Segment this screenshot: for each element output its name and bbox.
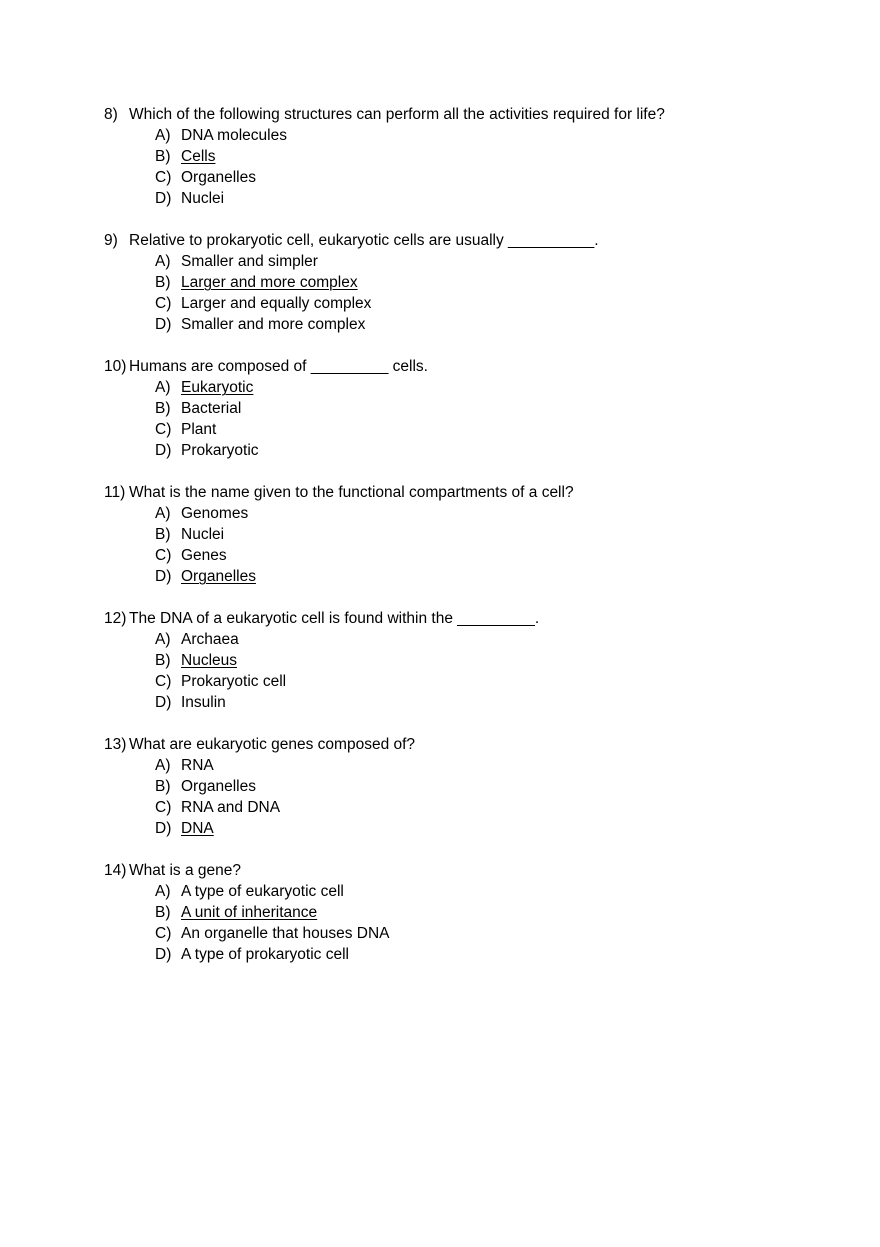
answer-option [155,272,804,293]
option-text: DNA molecules [181,127,287,144]
answer-option [155,188,804,209]
option-letter: C) [155,421,172,438]
option-letter: B) [155,400,171,417]
question-14 [104,860,804,965]
correct-option-text: A unit of inheritance [181,904,318,921]
correct-option-text: Larger and more complex [181,274,358,291]
option-letter: A) [155,253,171,270]
answer-option [155,671,804,692]
correct-option-text: Nucleus [181,652,237,669]
option-text: Prokaryotic [181,442,259,459]
question-13 [104,734,804,839]
option-text: Larger and equally complex [181,295,372,312]
correct-option-text: DNA [181,820,214,837]
question-number: 13) [104,736,127,753]
answer-option [155,797,804,818]
question-stem [104,608,804,629]
question-text: What is the name given to the functional compartments of a cell? [129,484,574,501]
question-text: What are eukaryotic genes composed of? [129,736,416,753]
answer-option [155,251,804,272]
question-number: 11) [104,484,126,501]
option-letter: A) [155,505,171,522]
answer-options [104,755,804,839]
option-text: Archaea [181,631,239,648]
answer-option [155,818,804,839]
question-text: What is a gene? [129,862,242,879]
question-stem [104,104,804,125]
option-letter: B) [155,274,171,291]
option-text: Smaller and more complex [181,316,366,333]
answer-option [155,503,804,524]
option-letter: C) [155,295,172,312]
answer-options [104,629,804,713]
answer-option [155,524,804,545]
option-text: RNA and DNA [181,799,281,816]
option-text: Bacterial [181,400,242,417]
answer-option [155,146,804,167]
option-text: Organelles [181,169,256,186]
option-text: Smaller and simpler [181,253,318,270]
option-letter: D) [155,820,172,837]
option-text: Genes [181,547,227,564]
answer-options [104,125,804,209]
answer-option [155,419,804,440]
option-letter: A) [155,757,171,774]
answer-option [155,440,804,461]
option-letter: B) [155,526,171,543]
question-number: 14) [104,862,127,879]
question-number: 10) [104,358,127,375]
answer-options [104,377,804,461]
question-text: Which of the following structures can perform all the activities required for life? [129,106,665,123]
question-stem [104,734,804,755]
option-text: A type of prokaryotic cell [181,946,349,963]
option-letter: C) [155,925,172,942]
correct-option-text: Cells [181,148,216,165]
option-letter: C) [155,547,172,564]
answer-option [155,881,804,902]
option-text: Nuclei [181,190,225,207]
option-text: An organelle that houses DNA [181,925,390,942]
correct-option-text: Organelles [181,568,256,585]
option-text: RNA [181,757,214,774]
option-text: Prokaryotic cell [181,673,287,690]
answer-option [155,398,804,419]
question-text: Relative to prokaryotic cell, eukaryotic cells are usually __________. [129,232,599,249]
option-text: Nuclei [181,526,225,543]
answer-option [155,566,804,587]
option-letter: C) [155,169,172,186]
answer-option [155,923,804,944]
option-letter: D) [155,946,172,963]
answer-option [155,125,804,146]
option-letter: B) [155,904,171,921]
option-text: Plant [181,421,217,438]
option-letter: C) [155,673,172,690]
option-letter: D) [155,316,172,333]
answer-option [155,776,804,797]
question-10 [104,356,804,461]
question-text: The DNA of a eukaryotic cell is found within the _________. [129,610,540,627]
correct-option-text: Eukaryotic [181,379,254,396]
answer-option [155,377,804,398]
option-letter: B) [155,652,171,669]
answer-option [155,902,804,923]
answer-option [155,944,804,965]
option-letter: A) [155,127,171,144]
question-list [104,104,804,986]
option-letter: D) [155,442,172,459]
option-letter: B) [155,148,171,165]
question-9 [104,230,804,335]
answer-option [155,167,804,188]
option-text: Organelles [181,778,256,795]
option-letter: D) [155,568,172,585]
answer-option [155,293,804,314]
option-letter: B) [155,778,171,795]
option-letter: A) [155,631,171,648]
answer-option [155,755,804,776]
answer-option [155,692,804,713]
answer-option [155,650,804,671]
option-text: Insulin [181,694,226,711]
answer-options [104,881,804,965]
option-text: A type of eukaryotic cell [181,883,344,900]
answer-option [155,629,804,650]
answer-option [155,545,804,566]
question-stem [104,230,804,251]
question-12 [104,608,804,713]
option-letter: D) [155,694,172,711]
question-number: 12) [104,610,127,627]
answer-options [104,503,804,587]
question-text: Humans are composed of _________ cells. [129,358,428,375]
question-stem [104,356,804,377]
question-number: 8) [104,106,118,123]
question-stem [104,482,804,503]
answer-options [104,251,804,335]
option-text: Genomes [181,505,249,522]
answer-option [155,314,804,335]
question-8 [104,104,804,209]
question-stem [104,860,804,881]
question-11 [104,482,804,587]
option-letter: C) [155,799,172,816]
question-number: 9) [104,232,118,249]
option-letter: A) [155,379,171,396]
option-letter: D) [155,190,172,207]
option-letter: A) [155,883,171,900]
